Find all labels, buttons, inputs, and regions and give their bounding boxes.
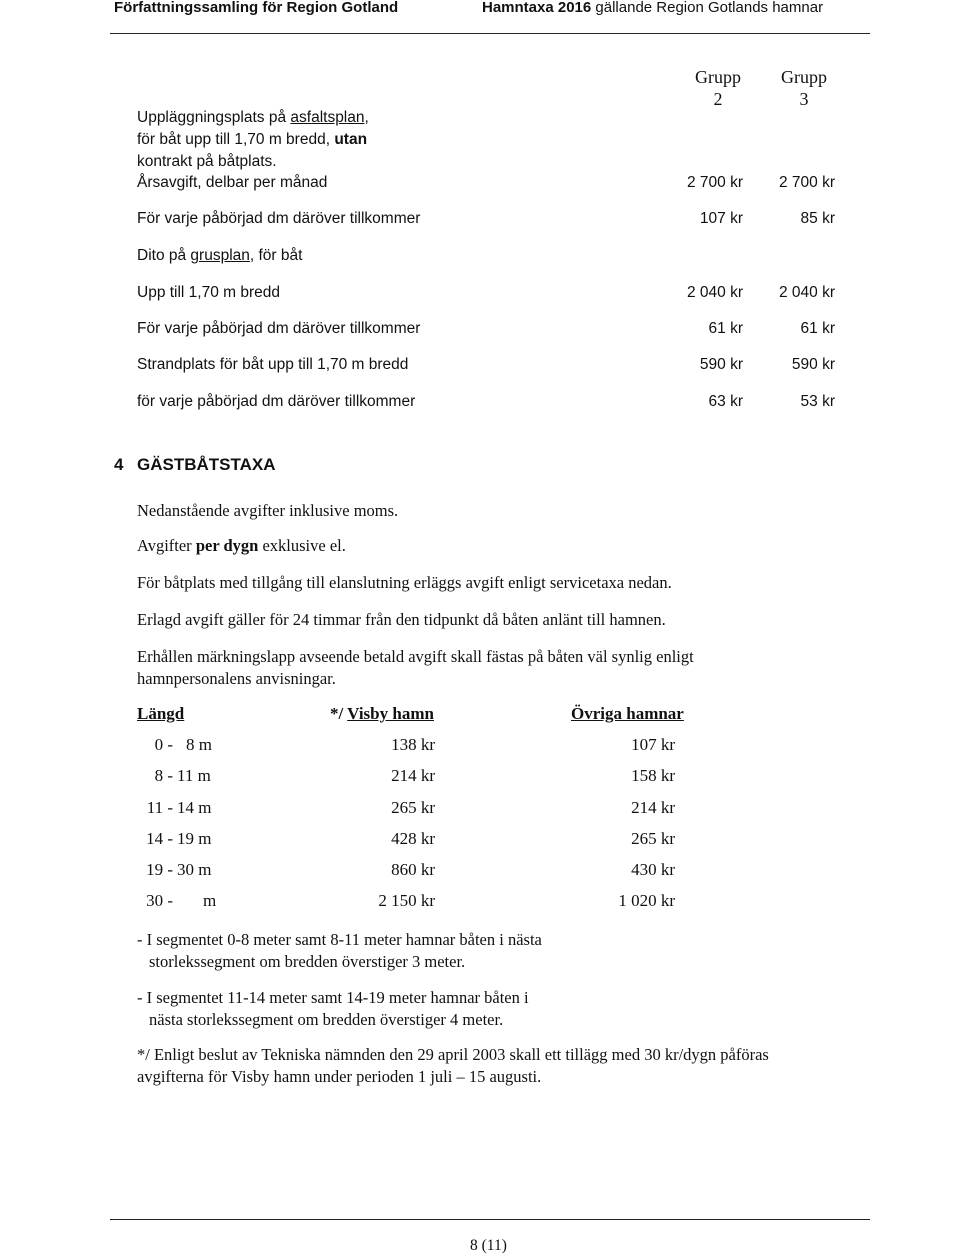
length-to-4: 30 m bbox=[177, 860, 212, 879]
visby-fee-1: 214 kr bbox=[391, 766, 435, 785]
group-2-header bbox=[685, 66, 751, 110]
length-from-5: 30 - bbox=[146, 891, 173, 910]
page-number: 8 (11) bbox=[470, 1237, 507, 1254]
upplagg-block bbox=[137, 107, 369, 173]
per-dygn-bold: per dygn bbox=[195, 536, 259, 555]
rate-label-6: för varje påbörjad dm däröver tillkommer bbox=[137, 393, 416, 410]
group-3-number: 3 bbox=[799, 89, 809, 109]
note-visby-decision bbox=[137, 1044, 769, 1088]
upplagg-line-1-end: , bbox=[364, 109, 369, 126]
markningslapp-line-1: Erhållen märkningslapp avseende betald avgift skall fästas på båten väl synlig enligt bbox=[137, 647, 694, 666]
other-fee-3: 265 kr bbox=[631, 829, 675, 848]
visby-fee-0: 138 kr bbox=[391, 735, 435, 754]
note-3-line-2: avgifterna för Visby hamn under perioden 1 juli – 15 augusti. bbox=[137, 1067, 542, 1086]
dito-text: Dito på bbox=[137, 247, 191, 264]
rate-label-4: För varje påbörjad dm däröver tillkommer bbox=[137, 320, 421, 337]
rate-label-1: För varje påbörjad dm däröver tillkommer bbox=[137, 210, 421, 227]
note-segment-1 bbox=[137, 929, 542, 973]
rate-g2-6: 63 kr bbox=[708, 393, 743, 410]
rate-g2-4: 61 kr bbox=[708, 320, 743, 337]
other-fee-5: 1 020 kr bbox=[618, 891, 675, 910]
footer-rule bbox=[110, 1219, 870, 1220]
grusplan-link: grusplan bbox=[190, 247, 250, 264]
visby-label: Visby hamn bbox=[347, 704, 434, 723]
paragraph-markningslapp bbox=[137, 646, 694, 690]
rate-g2-0: 2 700 kr bbox=[686, 174, 743, 191]
note-3-line-1: */ Enligt beslut av Tekniska nämnden den 29 april 2003 skall ett tillägg med 30 kr/dygn påföras bbox=[137, 1045, 769, 1064]
note-2-line-2: nästa storlekssegment om bredden överstiger 4 meter. bbox=[149, 1010, 504, 1029]
upplagg-utan: utan bbox=[334, 131, 368, 148]
upplagg-line-1-text: Uppläggningsplats på bbox=[137, 109, 291, 126]
length-from-0: 0 - bbox=[154, 735, 173, 754]
header-left-text: Författningssamling för Region Gotland bbox=[114, 0, 399, 16]
upplagg-line-1 bbox=[137, 107, 369, 129]
length-to-3: 19 m bbox=[177, 829, 212, 848]
dito-text-end: , för båt bbox=[249, 247, 303, 264]
length-to-2: 14 m bbox=[177, 798, 212, 817]
group-3-header bbox=[770, 66, 838, 110]
header-rule bbox=[110, 33, 870, 34]
rate-g2-3: 2 040 kr bbox=[686, 284, 743, 301]
length-to-5: m bbox=[203, 891, 217, 910]
visby-fee-2: 265 kr bbox=[391, 798, 435, 817]
length-from-4: 19 - bbox=[146, 860, 173, 879]
upplagg-line-2 bbox=[137, 129, 369, 151]
header-subtitle: gällande Region Gotlands hamnar bbox=[595, 0, 824, 16]
visby-fee-4: 860 kr bbox=[391, 860, 435, 879]
section-number: 4 bbox=[114, 455, 124, 474]
length-to-0: 8 m bbox=[186, 735, 212, 754]
other-fee-4: 430 kr bbox=[631, 860, 675, 879]
rate-g3-1: 85 kr bbox=[800, 210, 835, 227]
other-fee-2: 214 kr bbox=[631, 798, 675, 817]
upplagg-line-3: kontrakt på båtplats. bbox=[137, 153, 277, 170]
group-3-label: Grupp bbox=[781, 67, 827, 87]
rate-g3-0: 2 700 kr bbox=[778, 174, 835, 191]
note-2-line-1: - I segmentet 11-14 meter samt 14-19 meter hamnar båten i bbox=[137, 988, 529, 1007]
visby-fee-5: 2 150 kr bbox=[378, 891, 435, 910]
asfaltsplan-link: asfaltsplan bbox=[290, 109, 365, 126]
section-title: GÄSTBÅTSTAXA bbox=[137, 455, 276, 474]
group-2-number: 2 bbox=[713, 89, 723, 109]
paragraph-per-dygn bbox=[137, 535, 346, 557]
other-fee-0: 107 kr bbox=[631, 735, 675, 754]
length-from-2: 11 - bbox=[146, 798, 173, 817]
rate-label-3: Upp till 1,70 m bredd bbox=[137, 284, 281, 301]
rate-g3-3: 2 040 kr bbox=[778, 284, 835, 301]
length-from-3: 14 - bbox=[146, 829, 173, 848]
rate-g3-4: 61 kr bbox=[800, 320, 835, 337]
rate-g2-1: 107 kr bbox=[699, 210, 743, 227]
markningslapp-line-2: hamnpersonalens anvisningar. bbox=[137, 669, 336, 688]
visby-fee-3: 428 kr bbox=[391, 829, 435, 848]
rate-g3-5: 590 kr bbox=[791, 356, 835, 373]
rate-g3-6: 53 kr bbox=[800, 393, 835, 410]
visby-asterisk: */ bbox=[330, 704, 348, 723]
col-header-other: Övriga hamnar bbox=[571, 704, 684, 723]
note-1-line-2: storlekssegment om bredden överstiger 3 meter. bbox=[149, 952, 466, 971]
length-to-1: 11 m bbox=[177, 766, 211, 785]
per-dygn-post: exklusive el. bbox=[258, 536, 346, 555]
rate-label-0: Årsavgift, delbar per månad bbox=[137, 174, 328, 191]
upplagg-line-2-text: för båt upp till 1,70 m bredd, bbox=[137, 131, 335, 148]
other-fee-1: 158 kr bbox=[631, 766, 675, 785]
paragraph-el: För båtplats med tillgång till elanslutning erläggs avgift enligt servicetaxa nedan. bbox=[137, 573, 672, 592]
col-header-visby bbox=[330, 704, 434, 724]
rate-label-5: Strandplats för båt upp till 1,70 m bredd bbox=[137, 356, 409, 373]
per-dygn-pre: Avgifter bbox=[137, 536, 196, 555]
rate-label-2 bbox=[137, 247, 302, 265]
header-title-main: Hamntaxa 2016 bbox=[482, 0, 592, 16]
paragraph-moms: Nedanstående avgifter inklusive moms. bbox=[137, 501, 399, 520]
length-from-1: 8 - bbox=[154, 766, 173, 785]
rate-g2-5: 590 kr bbox=[699, 356, 743, 373]
col-header-length: Längd bbox=[137, 704, 185, 723]
note-segment-2 bbox=[137, 987, 529, 1031]
group-2-label: Grupp bbox=[695, 67, 741, 87]
note-1-line-1: - I segmentet 0-8 meter samt 8-11 meter hamnar båten i nästa bbox=[137, 930, 542, 949]
header-title bbox=[482, 0, 823, 16]
paragraph-24h: Erlagd avgift gäller för 24 timmar från den tidpunkt då båten anlänt till hamnen. bbox=[137, 610, 666, 629]
